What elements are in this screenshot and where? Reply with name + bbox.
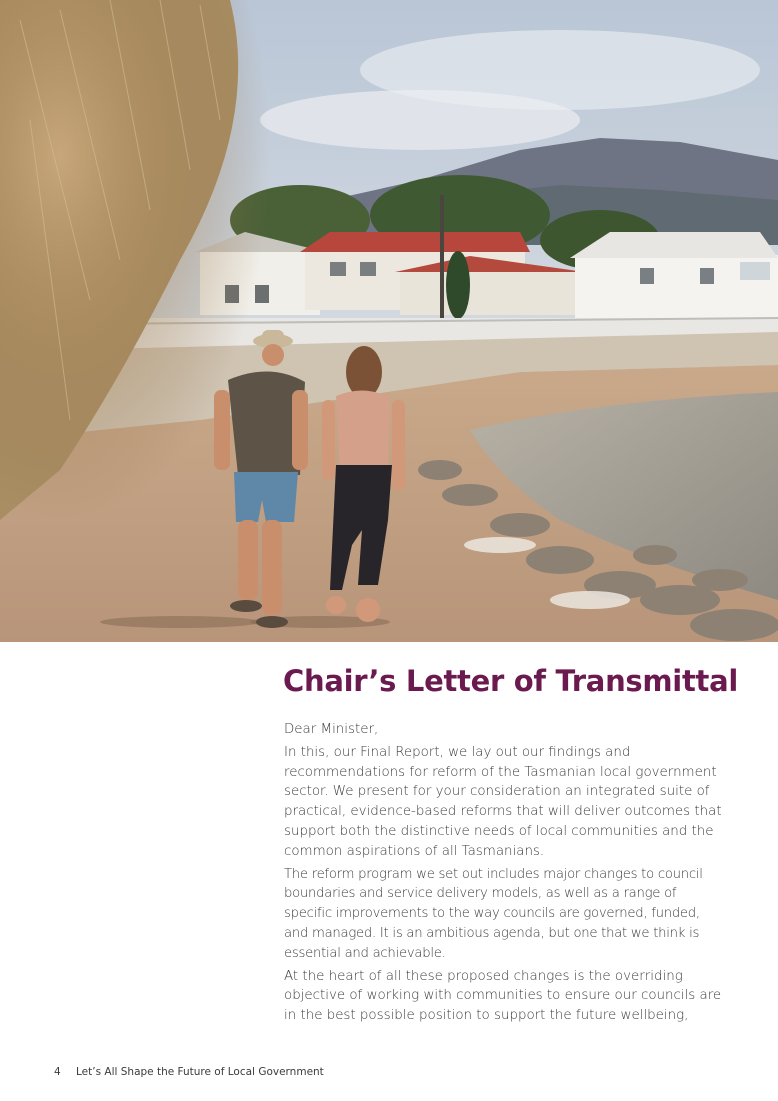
letter-body [284, 720, 724, 1029]
page-footer [54, 1066, 324, 1078]
publication-title: Let’s All Shape the Future of Local Government [76, 1066, 324, 1078]
letter-salutation: Dear Minister, [284, 722, 379, 737]
page-title: Chair’s Letter of Transmittal [283, 664, 738, 698]
letter-paragraph: The reform program we set out includes major changes to council boundaries and service delivery models, as well as a range of specific improvements to the way councils are governed, funded, and managed. It is an ambitious agenda, but one that we think is essential and achievable. [284, 866, 703, 961]
letter-paragraph: In this, our Final Report, we lay out our findings and recommendations for reform of the Tasmanian local government sector. We present for your consideration an integrated suite of practical, evidence-based reforms that will deliver outcomes that support both the distinctive needs of local communities and the common aspirations of all Tasmanians. [284, 744, 722, 859]
letter-paragraph: At the heart of all these proposed changes is the overriding objective of working with communities to ensure our councils are in the best possible position to support the future wellbeing, [284, 968, 722, 1024]
page-number: 4 [54, 1066, 61, 1078]
